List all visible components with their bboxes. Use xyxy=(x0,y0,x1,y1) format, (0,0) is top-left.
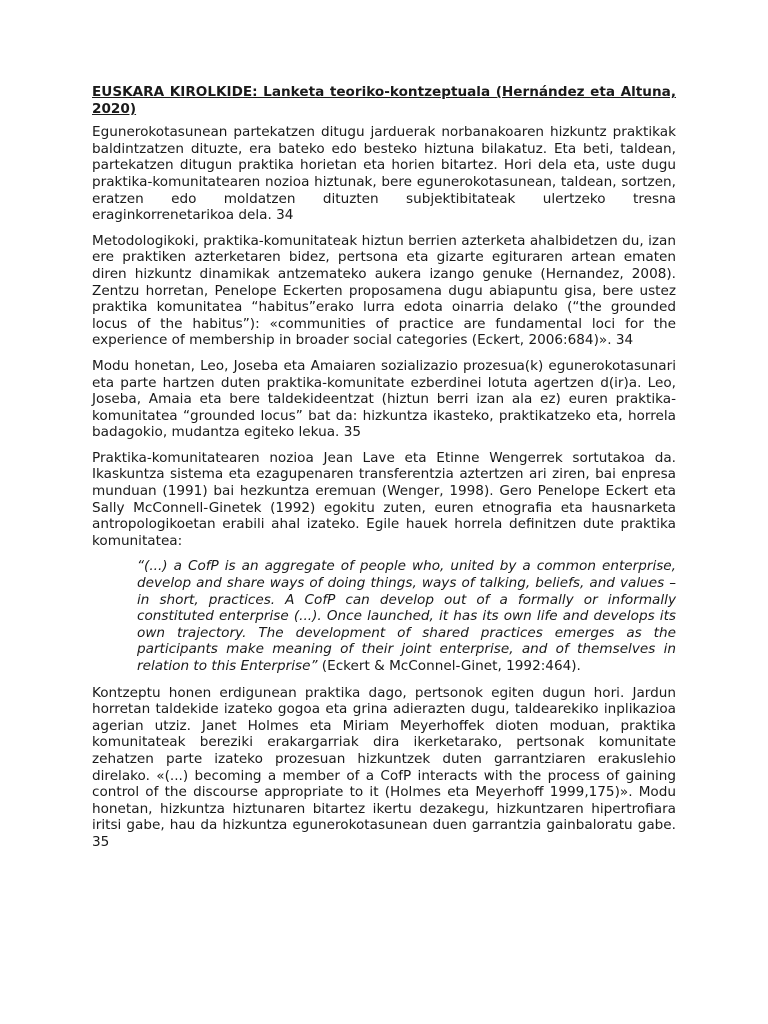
paragraph-1: Egunerokotasunean partekatzen ditugu jarduerak norbanakoaren hizkuntz praktikak baldintzatzen dituzte, era bateko edo besteko hiztuna bilakatuz. Eta beti, taldean, partekatzen ditugun praktika horietan eta horien bitartez. Hori dela eta, uste dugu praktika-komunitatearen nozioa hiztunak, bere egunerokotasunean, taldean, sortzen, eratzen edo moldatzen dituzten subjektibitateak ulertzeko tresna eraginkorrenetarikoa dela. 34 xyxy=(92,124,676,224)
paragraph-4: Praktika-komunitatearen nozioa Jean Lave eta Etinne Wengerrek sortutakoa da. Ikaskuntza sistema eta ezagupenaren transferentzia aztertzen ari ziren, bai enpresa munduan (1991) bai hezkuntza eremuan (Wenger, 1998). Gero Penelope Eckert eta Sally McConnell-Ginetek (1992) egokitu zuten, euren etnografia eta hausnarketa antropologikoetan erabili ahal izateko. Egile hauek horrela definitzen dute praktika komunitatea: xyxy=(92,449,676,549)
document-page xyxy=(92,84,676,860)
paragraph-5: Kontzeptu honen erdigunean praktika dago, pertsonok egiten dugun hori. Jardun horretan taldekide izateko gogoa eta grina adierazten dugu, taldearekiko inplikazioa agerian utziz. Janet Holmes eta Miriam Meyerhoffek dioten moduan, praktika komunitateak bereziki erakargarriak dira ikerketarako, pertsonak komunitate zehatzen parte izateko prozesuan hizkuntzek duten garrantziaren erakuslehio direlako. «(...) becoming a member of a CofP interacts with the process of gaining control of the discourse appropriate to it (Holmes eta Meyerhoff 1999,175)». Modu honetan, hizkuntza hiztunaren bitartez ikertu dezakegu, hizkuntzaren hipertrofiara iritsi gabe, hau da hizkuntza egunerokotasunean duen garrantzia gainbaloratu gabe. 35 xyxy=(92,684,676,850)
quote-citation: (Eckert & McConnel-Ginet, 1992:464). xyxy=(317,658,581,674)
block-quote xyxy=(137,558,676,674)
quote-text: “(...) a CofP is an aggregate of people who, united by a common enterprise, develop and share ways of doing things, ways of talking, beliefs, and values –in short, practices. A CofP can develop out of a formally or informally constituted enterprise (...). Once launched, it has its own life and develops its own trajectory. The development of shared practices emerges as the participants make meaning of their joint enterprise, and of themselves in relation to this Enterprise” xyxy=(137,558,676,674)
paragraph-2: Metodologikoki, praktika-komunitateak hiztun berrien azterketa ahalbidetzen du, izan ere praktiken azterketaren bidez, pertsona eta gizarte egituraren artean ematen diren hizkuntz dinamikak antzemateko aukera izango genuke (Hernandez, 2008). Zentzu horretan, Penelope Eckerten proposamena dugu abiapuntu gisa, bere ustez praktika komunitatea “habitus”erako lurra edota oinarria delako (“the grounded locus of the habitus”): «communities of practice are fundamental loci for the experience of membership in broader social categories (Eckert, 2006:684)». 34 xyxy=(92,232,676,349)
paragraph-3: Modu honetan, Leo, Joseba eta Amaiaren sozializazio prozesua(k) egunerokotasunari eta parte hartzen duten praktika-komunitate ezberdinei lotuta agertzen d(ir)a. Leo, Joseba, Amaia eta bere taldekideentzat (hiztun berri izan ala ez) euren praktika-komunitatea “grounded locus” bat da: hizkuntza ikasteko, praktikatzeko eta, horrela badagokio, mudantza egiteko lekua. 35 xyxy=(92,357,676,441)
document-title: EUSKARA KIROLKIDE: Lanketa teoriko-kontzeptuala (Hernández eta Altuna, 2020) xyxy=(92,84,676,117)
